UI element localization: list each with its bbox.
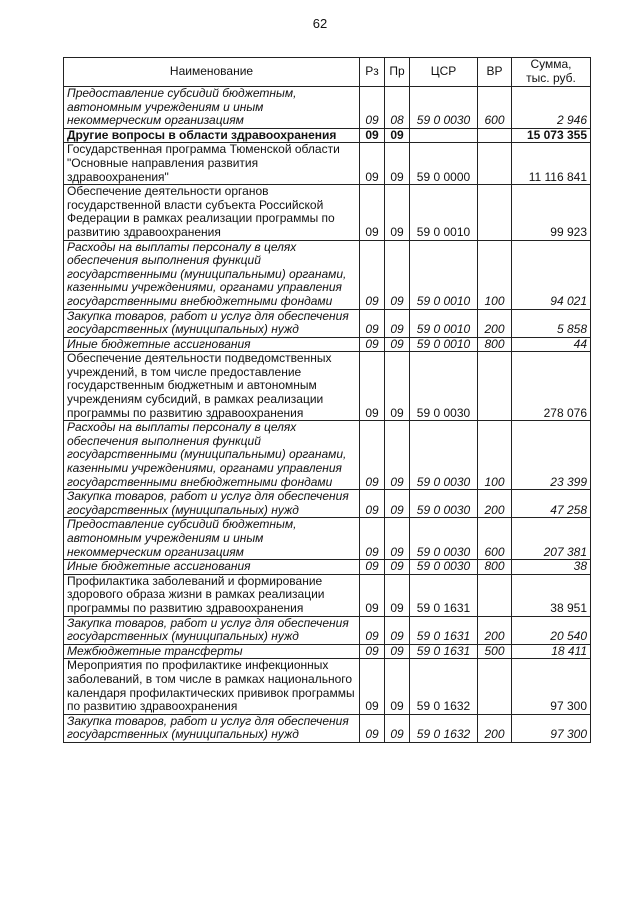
cell-pr: 09 <box>385 659 410 714</box>
cell-name: Расходы на выплаты персоналу в целях обеспечения выполнения функций государственными (муниципальными) органами, казенными учреждениями, органами управления государственными внебюджетными фондами <box>64 421 360 490</box>
table-row <box>64 87 591 129</box>
cell-name: Иные бюджетные ассигнования <box>64 560 360 575</box>
cell-csr: 59 0 0010 <box>410 309 478 337</box>
cell-csr: 59 0 1632 <box>410 714 478 742</box>
table-row <box>64 143 591 185</box>
cell-csr: 59 0 1631 <box>410 574 478 616</box>
cell-pr: 09 <box>385 518 410 560</box>
cell-name: Закупка товаров, работ и услуг для обеспечения государственных (муниципальных) нужд <box>64 714 360 742</box>
cell-rz: 09 <box>360 240 385 309</box>
header-rz: Рз <box>360 58 385 87</box>
cell-vr <box>478 185 512 240</box>
cell-csr: 59 0 0010 <box>410 337 478 352</box>
cell-pr: 09 <box>385 240 410 309</box>
cell-sum: 38 <box>512 560 591 575</box>
cell-sum: 97 300 <box>512 714 591 742</box>
cell-name: Межбюджетные трансферты <box>64 644 360 659</box>
cell-name: Государственная программа Тюменской области "Основные направления развития здравоохранения" <box>64 143 360 185</box>
cell-csr: 59 0 0000 <box>410 143 478 185</box>
cell-vr <box>478 128 512 143</box>
cell-vr <box>478 574 512 616</box>
cell-csr: 59 0 0010 <box>410 185 478 240</box>
cell-vr: 100 <box>478 421 512 490</box>
header-sum-line1: Сумма, <box>530 57 572 72</box>
cell-csr: 59 0 0030 <box>410 560 478 575</box>
table-body <box>64 87 591 743</box>
cell-pr: 08 <box>385 87 410 129</box>
cell-rz: 09 <box>360 421 385 490</box>
cell-vr: 200 <box>478 309 512 337</box>
cell-vr: 800 <box>478 560 512 575</box>
cell-csr: 59 0 0030 <box>410 421 478 490</box>
cell-sum: 207 381 <box>512 518 591 560</box>
table-header <box>64 58 591 87</box>
cell-csr: 59 0 0030 <box>410 518 478 560</box>
cell-pr: 09 <box>385 337 410 352</box>
cell-sum: 99 923 <box>512 185 591 240</box>
cell-name: Закупка товаров, работ и услуг для обеспечения государственных (муниципальных) нужд <box>64 309 360 337</box>
cell-name: Иные бюджетные ассигнования <box>64 337 360 352</box>
table-row <box>64 337 591 352</box>
cell-csr: 59 0 0010 <box>410 240 478 309</box>
cell-name: Другие вопросы в области здравоохранения <box>64 128 360 143</box>
cell-sum: 278 076 <box>512 352 591 421</box>
cell-name: Закупка товаров, работ и услуг для обеспечения государственных (муниципальных) нужд <box>64 490 360 518</box>
cell-pr: 09 <box>385 644 410 659</box>
table-row <box>64 574 591 616</box>
cell-pr: 09 <box>385 616 410 644</box>
cell-rz: 09 <box>360 714 385 742</box>
cell-sum: 2 946 <box>512 87 591 129</box>
cell-rz: 09 <box>360 337 385 352</box>
header-sum-line2: тыс. руб. <box>526 71 576 85</box>
cell-pr: 09 <box>385 143 410 185</box>
cell-sum: 20 540 <box>512 616 591 644</box>
cell-sum: 11 116 841 <box>512 143 591 185</box>
budget-table <box>63 57 591 743</box>
cell-vr: 600 <box>478 87 512 129</box>
cell-vr: 200 <box>478 616 512 644</box>
cell-vr: 200 <box>478 490 512 518</box>
cell-pr: 09 <box>385 714 410 742</box>
cell-sum: 23 399 <box>512 421 591 490</box>
cell-rz: 09 <box>360 143 385 185</box>
header-pr: Пр <box>385 58 410 87</box>
cell-name: Мероприятия по профилактике инфекционных заболеваний, в том числе в рамках национального календаря профилактических прививок программы по развитию здравоохранения <box>64 659 360 714</box>
cell-vr: 500 <box>478 644 512 659</box>
cell-vr <box>478 659 512 714</box>
cell-csr: 59 0 0030 <box>410 352 478 421</box>
cell-sum: 18 411 <box>512 644 591 659</box>
cell-name: Обеспечение деятельности подведомственных учреждений, в том числе предоставление государственным бюджетным и автономным учреждениям субсидий, в рамках реализации программы по развитию здравоохранения <box>64 352 360 421</box>
cell-rz: 09 <box>360 518 385 560</box>
cell-pr: 09 <box>385 128 410 143</box>
header-vr: ВР <box>478 58 512 87</box>
table-row <box>64 659 591 714</box>
table-row <box>64 240 591 309</box>
cell-rz: 09 <box>360 490 385 518</box>
cell-csr: 59 0 1632 <box>410 659 478 714</box>
table-row <box>64 421 591 490</box>
table-row <box>64 714 591 742</box>
table-row <box>64 616 591 644</box>
cell-pr: 09 <box>385 352 410 421</box>
cell-rz: 09 <box>360 644 385 659</box>
page-number: 62 <box>312 16 328 31</box>
table-row <box>64 185 591 240</box>
cell-csr <box>410 128 478 143</box>
cell-vr: 600 <box>478 518 512 560</box>
cell-rz: 09 <box>360 128 385 143</box>
header-csr: ЦСР <box>410 58 478 87</box>
cell-csr: 59 0 1631 <box>410 644 478 659</box>
cell-sum: 5 858 <box>512 309 591 337</box>
cell-vr: 100 <box>478 240 512 309</box>
cell-vr <box>478 143 512 185</box>
table-row <box>64 490 591 518</box>
cell-pr: 09 <box>385 309 410 337</box>
cell-vr: 200 <box>478 714 512 742</box>
cell-rz: 09 <box>360 560 385 575</box>
cell-rz: 09 <box>360 87 385 129</box>
cell-pr: 09 <box>385 490 410 518</box>
cell-csr: 59 0 0030 <box>410 490 478 518</box>
cell-vr: 800 <box>478 337 512 352</box>
cell-sum: 38 951 <box>512 574 591 616</box>
table-row <box>64 560 591 575</box>
cell-sum: 15 073 355 <box>512 128 591 143</box>
cell-name: Предоставление субсидий бюджетным, автономным учреждениям и иным некоммерческим организациям <box>64 518 360 560</box>
cell-rz: 09 <box>360 574 385 616</box>
cell-pr: 09 <box>385 560 410 575</box>
cell-vr <box>478 352 512 421</box>
table-row <box>64 518 591 560</box>
cell-sum: 97 300 <box>512 659 591 714</box>
cell-name: Закупка товаров, работ и услуг для обеспечения государственных (муниципальных) нужд <box>64 616 360 644</box>
cell-name: Профилактика заболеваний и формирование здорового образа жизни в рамках реализации программы по развитию здравоохранения <box>64 574 360 616</box>
cell-rz: 09 <box>360 352 385 421</box>
cell-rz: 09 <box>360 185 385 240</box>
cell-sum: 94 021 <box>512 240 591 309</box>
cell-csr: 59 0 0030 <box>410 87 478 129</box>
header-name: Наименование <box>64 58 360 87</box>
cell-name: Расходы на выплаты персоналу в целях обеспечения выполнения функций государственными (муниципальными) органами, казенными учреждениями, органами управления государственными внебюджетными фондами <box>64 240 360 309</box>
cell-rz: 09 <box>360 309 385 337</box>
cell-csr: 59 0 1631 <box>410 616 478 644</box>
cell-rz: 09 <box>360 659 385 714</box>
cell-pr: 09 <box>385 421 410 490</box>
cell-pr: 09 <box>385 574 410 616</box>
header-sum <box>512 58 591 87</box>
cell-name: Предоставление субсидий бюджетным, автономным учреждениям и иным некоммерческим организациям <box>64 87 360 129</box>
cell-name: Обеспечение деятельности органов государственной власти субъекта Российской Федерации в рамках реализации программы по развитию здравоохранения <box>64 185 360 240</box>
cell-rz: 09 <box>360 616 385 644</box>
cell-pr: 09 <box>385 185 410 240</box>
table-row <box>64 309 591 337</box>
table-row <box>64 128 591 143</box>
cell-sum: 44 <box>512 337 591 352</box>
table-row <box>64 352 591 421</box>
cell-sum: 47 258 <box>512 490 591 518</box>
table-row <box>64 644 591 659</box>
